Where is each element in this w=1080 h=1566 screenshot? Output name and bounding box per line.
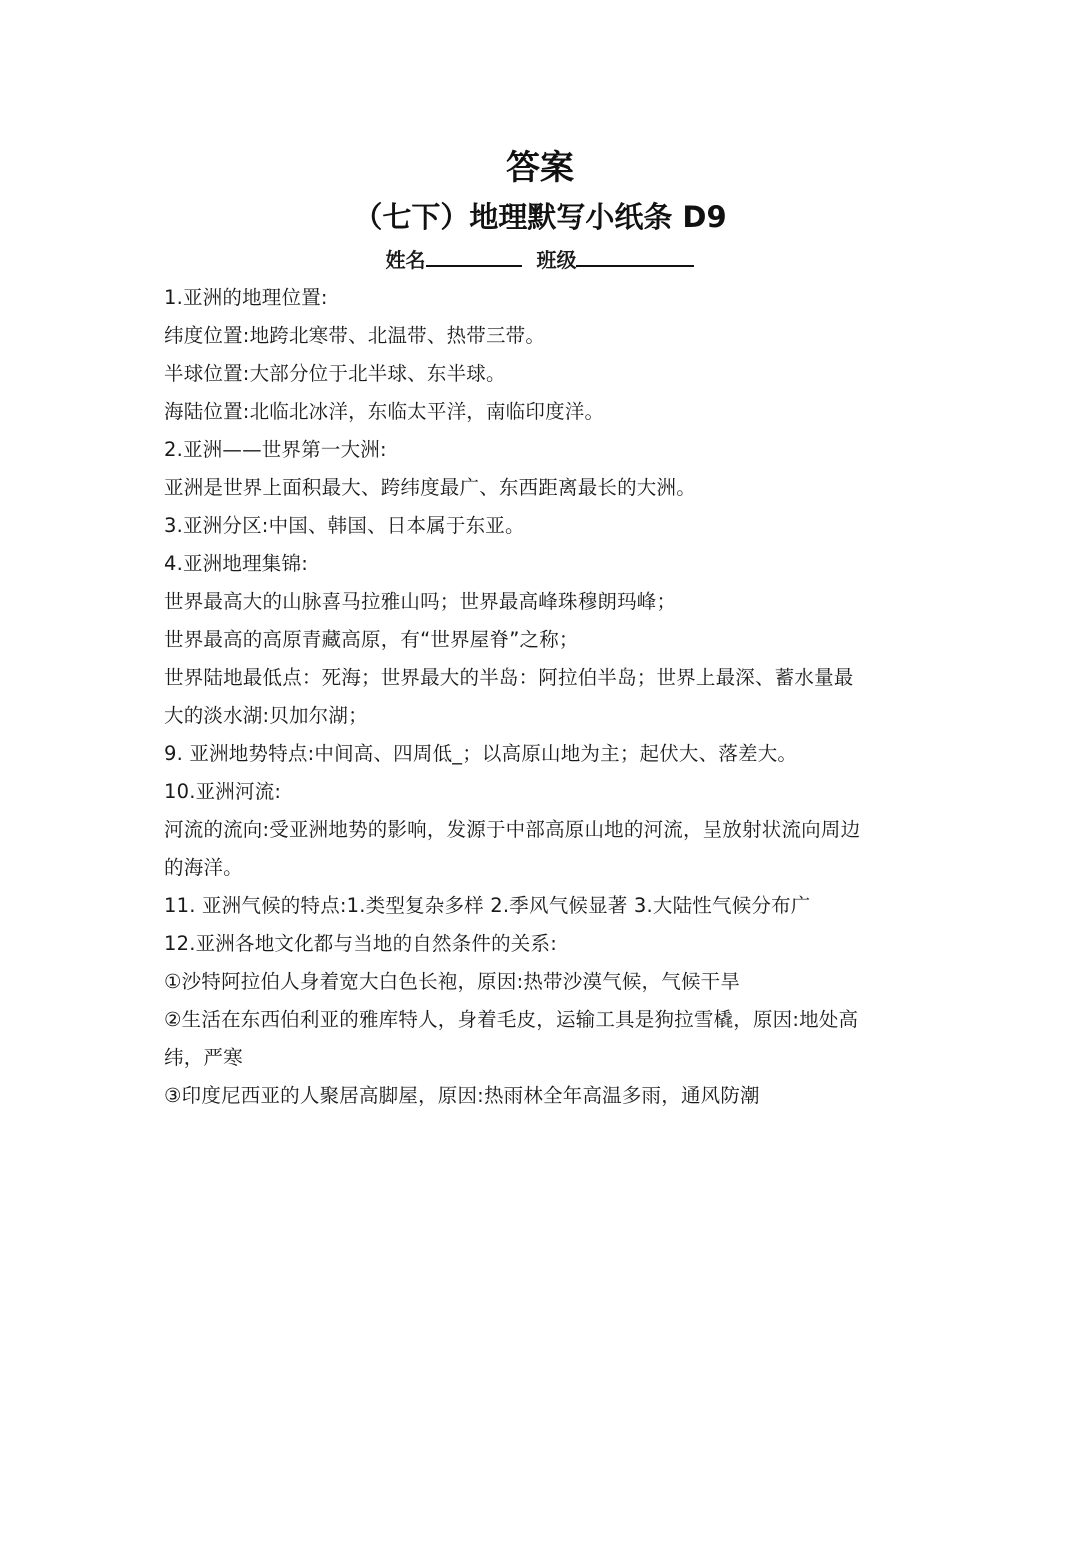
section-heading: 12.亚洲各地文化都与当地的自然条件的关系: — [164, 932, 557, 955]
class-blank — [576, 243, 694, 267]
section-heading: 1.亚洲的地理位置: — [164, 286, 328, 309]
name-blank — [426, 243, 522, 267]
text-line: 的海洋。 — [164, 856, 243, 879]
text-line: 世界最高的高原青藏高原，有“世界屋脊”之称； — [164, 628, 579, 651]
section-heading: 10.亚洲河流: — [164, 780, 282, 803]
class-label: 班级 — [536, 248, 577, 272]
text-line: 亚洲是世界上面积最大、跨纬度最广、东西距离最长的大洲。 — [164, 476, 696, 499]
section-heading: 9. 亚洲地势特点:中间高、四周低_；以高原山地为主；起伏大、落差大。 — [164, 742, 798, 765]
page-subtitle: （七下）地理默写小纸条 D9 — [353, 200, 727, 234]
section-heading: 3.亚洲分区:中国、韩国、日本属于东亚。 — [164, 514, 525, 537]
section-heading: 2.亚洲——世界第一大洲: — [164, 438, 387, 461]
text-line: 半球位置:大部分位于北半球、东半球。 — [164, 362, 506, 385]
section-heading: 11. 亚洲气候的特点:1.类型复杂多样 2.季风气候显著 3.大陆性气候分布广 — [164, 894, 811, 917]
answer-content — [164, 279, 924, 1115]
name-class-row — [0, 243, 1080, 276]
text-line: 纬度位置:地跨北寒带、北温带、热带三带。 — [164, 324, 546, 347]
text-line: 河流的流向:受亚洲地势的影响，发源于中部高原山地的河流，呈放射状流向周边 — [164, 818, 861, 841]
text-line: ①沙特阿拉伯人身着宽大白色长袍，原因:热带沙漠气候，气候干旱 — [164, 970, 741, 993]
text-line: ②生活在东西伯利亚的雅库特人，身着毛皮，运输工具是狗拉雪橇，原因:地处高 — [164, 1008, 859, 1031]
text-line: 世界陆地最低点：死海；世界最大的半岛：阿拉伯半岛；世界上最深、蓄水量最 — [164, 666, 854, 689]
page-title: 答案 — [506, 148, 574, 188]
section-heading: 4.亚洲地理集锦: — [164, 552, 308, 575]
text-line: 海陆位置:北临北冰洋，东临太平洋，南临印度洋。 — [164, 400, 605, 423]
name-label: 姓名 — [385, 248, 426, 272]
text-line: 世界最高大的山脉喜马拉雅山吗；世界最高峰珠穆朗玛峰； — [164, 590, 677, 613]
text-line: ③印度尼西亚的人聚居高脚屋，原因:热雨林全年高温多雨，通风防潮 — [164, 1084, 760, 1107]
text-line: 大的淡水湖:贝加尔湖； — [164, 704, 368, 727]
text-line: 纬，严寒 — [164, 1046, 243, 1069]
